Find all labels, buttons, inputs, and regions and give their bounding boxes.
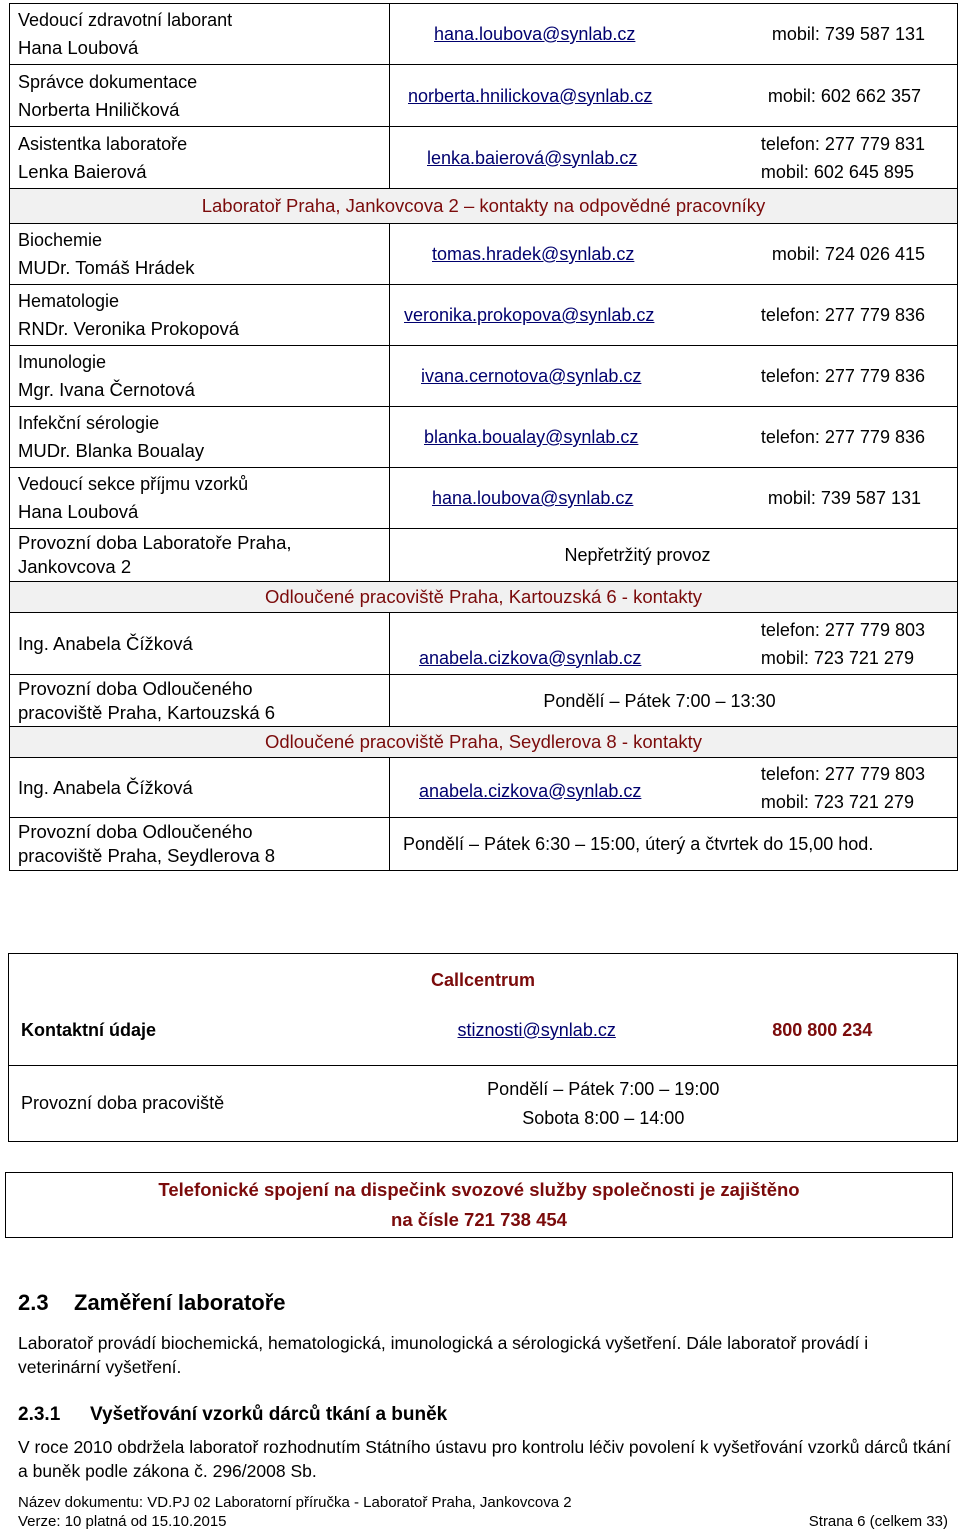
table-row: [10, 224, 958, 285]
person-name: Hana Loubová: [18, 501, 139, 522]
dispatch-notice: [5, 1172, 953, 1238]
dept-label: Infekční sérologie: [18, 413, 160, 433]
table-row: [9, 996, 958, 1066]
dept-label: Vedoucí sekce příjmu vzorků: [18, 474, 249, 494]
page-number: Strana 6 (celkem 33): [808, 1513, 948, 1530]
person-name: RNDr. Veronika Prokopová: [18, 318, 240, 339]
phone-group: [761, 760, 925, 816]
person-name: MUDr. Tomáš Hrádek: [18, 257, 195, 278]
table-row: [10, 758, 958, 818]
contacts-table: [9, 3, 958, 871]
phone-text: 800 800 234: [688, 996, 958, 1066]
phone-text: telefon: 277 779 836: [760, 305, 925, 325]
email-link[interactable]: blanka.boualay@synlab.cz: [424, 427, 639, 447]
hours-label: Provozní doba pracoviště: [9, 1066, 388, 1142]
table-row: [10, 675, 958, 727]
hours-label: pracoviště Praha, Kartouzská 6: [18, 701, 276, 723]
person-name: MUDr. Blanka Boualay: [18, 440, 205, 461]
role-label: Asistentka laboratoře: [18, 133, 188, 154]
phone-text: mobil: 602 662 357: [767, 85, 921, 106]
phone-text: telefon: 277 779 836: [760, 427, 925, 447]
email-link[interactable]: veronika.prokopova@synlab.cz: [404, 305, 655, 325]
phone-text: telefon: 277 779 831: [760, 133, 925, 154]
subsection-number: 2.3.1: [18, 1404, 61, 1425]
table-row: [10, 127, 958, 189]
hours-value: Pondělí – Pátek 6:30 – 15:00, úterý a čtvrtek do 15,00 hod.: [403, 834, 874, 854]
phone-text: mobil: 723 721 279: [760, 647, 914, 668]
notice-line: Telefonické spojení na dispečink svozové služby společnosti je zajištěno: [158, 1179, 800, 1200]
email-link[interactable]: norberta.hnilickova@synlab.cz: [408, 85, 653, 106]
hours-value: Nepřetržitý provoz: [564, 545, 711, 565]
hours-label: Provozní doba Odloučeného: [18, 821, 253, 842]
email-link[interactable]: lenka.baierová@synlab.cz: [427, 147, 638, 168]
hours-value: Sobota 8:00 – 14:00: [522, 1107, 685, 1128]
table-row: [10, 4, 958, 65]
section-band-seydlerova: Odloučené pracoviště Praha, Seydlerova 8 - kontakty: [10, 727, 958, 758]
email-link[interactable]: hana.loubova@synlab.cz: [434, 24, 636, 44]
person-name: Ing. Anabela Čížková: [18, 776, 193, 798]
phone-group: [761, 616, 925, 672]
callcentrum-table: [8, 953, 958, 1142]
dept-label: Hematologie: [18, 291, 120, 311]
phone-text: telefon: 277 779 803: [760, 619, 925, 640]
section-band-kartouzska: Odloučené pracoviště Praha, Kartouzská 6 - kontakty: [10, 582, 958, 613]
email-link[interactable]: ivana.cernotova@synlab.cz: [421, 366, 642, 386]
doc-version: Verze: 10 platná od 15.10.2015: [18, 1513, 227, 1530]
section-text: Laboratoř provádí biochemická, hematologická, imunologická a sérologická vyšetření. Dále laboratoř provádí i veterinární vyšetření.: [18, 1333, 869, 1377]
table-row: [10, 346, 958, 407]
table-row: [10, 529, 958, 582]
phone-text: mobil: 739 587 131: [771, 24, 925, 44]
email-link[interactable]: hana.loubova@synlab.cz: [432, 488, 634, 508]
dept-label: Imunologie: [18, 352, 107, 372]
hours-label: Provozní doba Laboratoře Praha,: [18, 532, 292, 553]
person-name: Ing. Anabela Čížková: [18, 632, 193, 654]
person-name: Lenka Baierová: [18, 160, 147, 182]
doc-name: Název dokumentu: VD.PJ 02 Laboratorní příručka - Laboratoř Praha, Jankovcova 2: [18, 1494, 572, 1511]
subsection-heading: [18, 1404, 447, 1426]
table-row: [10, 468, 958, 529]
phone-text: mobil: 602 645 895: [760, 161, 914, 182]
hours-label: Provozní doba Odloučeného: [18, 677, 253, 699]
callcentrum-title: Callcentrum: [9, 954, 958, 996]
phone-group: [761, 130, 925, 186]
table-row: [10, 65, 958, 127]
hours-value: Pondělí – Pátek 7:00 – 19:00: [487, 1078, 720, 1099]
phone-text: telefon: 277 779 803: [760, 763, 925, 784]
phone-text: mobil: 724 026 415: [771, 244, 925, 264]
hours-label: pracoviště Praha, Seydlerova 8: [18, 845, 276, 866]
person-name: Norberta Hniličková: [18, 98, 180, 120]
table-row: [9, 1066, 958, 1142]
person-name: Hana Loubová: [18, 37, 139, 58]
section-number: 2.3: [18, 1290, 49, 1315]
section-band-jankovcova: Laboratoř Praha, Jankovcova 2 – kontakty na odpovědné pracovníky: [10, 189, 958, 224]
person-name: Mgr. Ivana Černotová: [18, 379, 195, 400]
email-link[interactable]: anabela.cizkova@synlab.cz: [419, 647, 642, 668]
table-row: [10, 407, 958, 468]
email-link[interactable]: stiznosti@synlab.cz: [457, 1019, 616, 1040]
hours-value: Pondělí – Pátek 7:00 – 13:30: [543, 690, 776, 711]
phone-text: telefon: 277 779 836: [760, 366, 925, 386]
section-title: Zaměření laboratoře: [74, 1290, 286, 1315]
dept-label: Biochemie: [18, 230, 103, 250]
email-link[interactable]: anabela.cizkova@synlab.cz: [419, 780, 642, 801]
subsection-text: V roce 2010 obdržela laboratoř rozhodnutím Státního ústavu pro kontrolu léčiv povolení k vyšetřování vzorků dárců tkání a buněk podle zákona č. 296/2008 Sb.: [18, 1437, 951, 1481]
contact-label: Kontaktní údaje: [9, 996, 388, 1066]
email-link[interactable]: tomas.hradek@synlab.cz: [432, 244, 635, 264]
phone-text: mobil: 739 587 131: [767, 488, 921, 508]
hours-label: Jankovcova 2: [18, 556, 132, 577]
phone-text: mobil: 723 721 279: [760, 791, 914, 812]
table-row: [10, 613, 958, 675]
table-row: [10, 818, 958, 871]
notice-line: na čísle 721 738 454: [391, 1209, 567, 1230]
role-label: Vedoucí zdravotní laborant: [18, 10, 233, 30]
section-heading: [18, 1290, 286, 1316]
role-label: Správce dokumentace: [18, 71, 198, 92]
page-footer: [18, 1493, 948, 1531]
subsection-title: Vyšetřování vzorků dárců tkání a buněk: [90, 1404, 448, 1425]
table-row: [10, 285, 958, 346]
